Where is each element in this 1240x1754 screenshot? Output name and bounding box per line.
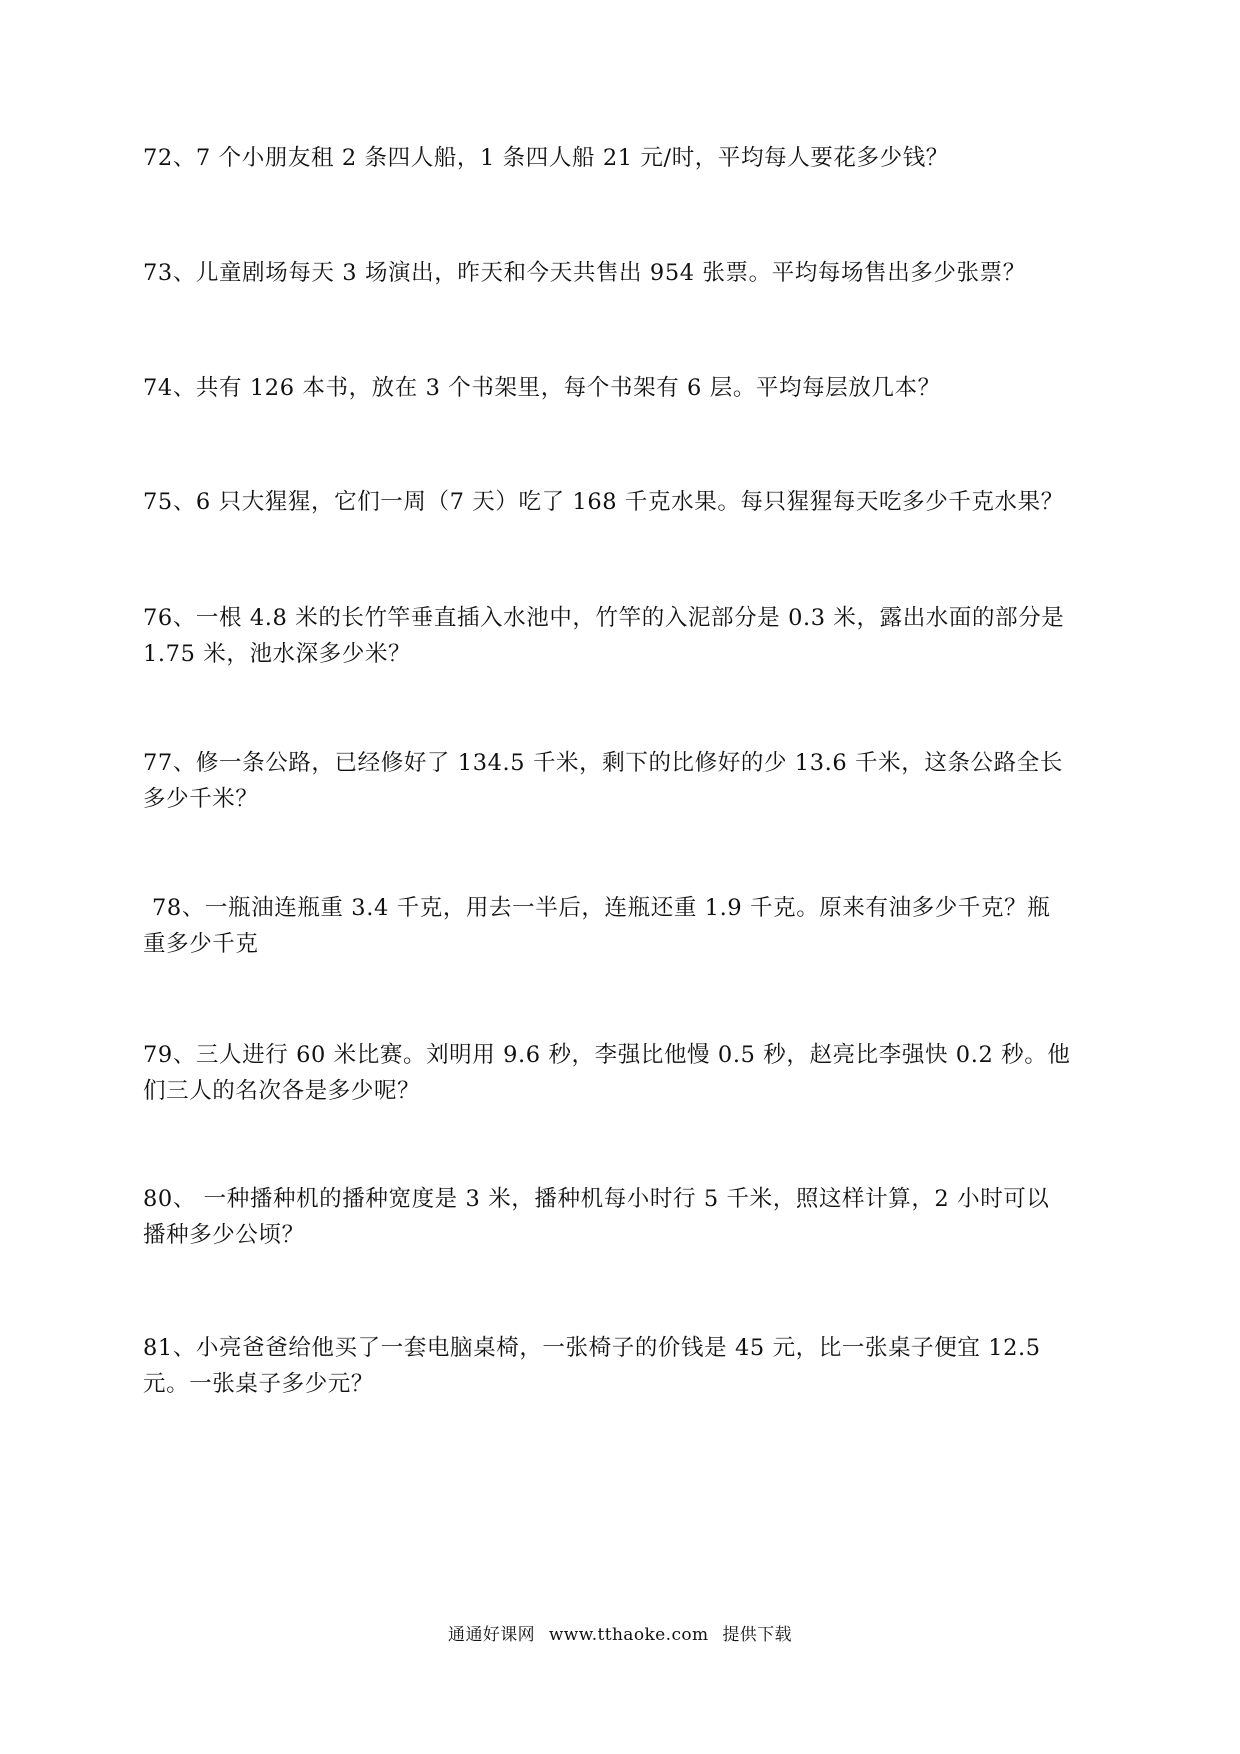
question-76 — [143, 600, 1103, 672]
question-line: 73、儿童剧场每天 3 场演出，昨天和今天共售出 954 张票。平均每场售出多少张票？ — [143, 260, 1026, 286]
question-line: 72、7 个小朋友租 2 条四人船，1 条四人船 21 元/时，平均每人要花多少钱？ — [143, 145, 949, 171]
question-line: 76、一根 4.8 米的长竹竿垂直插入水池中，竹竿的入泥部分是 0.3 米，露出水面的部分是 — [143, 605, 1065, 631]
page-footer — [0, 1620, 1240, 1645]
question-80 — [143, 1181, 1103, 1253]
question-line: 81、小亮爸爸给他买了一套电脑桌椅，一张椅子的价钱是 45 元，比一张桌子便宜 12.5 — [143, 1335, 1041, 1361]
question-74 — [143, 370, 1103, 406]
question-line: 75、6 只大猩猩，它们一周（7 天）吃了 168 千克水果。每只猩猩每天吃多少千克水果？ — [143, 489, 1064, 515]
question-line: 播种多少公顷？ — [143, 1222, 305, 1248]
question-line: 74、共有 126 本书，放在 3 个书架里，每个书架有 6 层。平均每层放几本？ — [143, 375, 941, 401]
footer-suffix: 提供下载 — [722, 1625, 792, 1645]
question-81 — [143, 1330, 1103, 1402]
question-line: 78、一瓶油连瓶重 3.4 千克，用去一半后，连瓶还重 1.9 千克。原来有油多少千克？瓶 — [152, 895, 1051, 921]
question-line: 元。一张桌子多少元？ — [143, 1371, 375, 1397]
footer-url[interactable]: www.tthaoke.com — [548, 1625, 709, 1645]
question-line: 80、 一种播种机的播种宽度是 3 米，播种机每小时行 5 千米，照这样计算，2 小时可以 — [143, 1186, 1050, 1212]
question-line: 多少千米？ — [143, 786, 259, 812]
footer-site-name: 通通好课网 — [448, 1625, 536, 1645]
question-72 — [143, 140, 1103, 176]
question-77 — [143, 745, 1103, 817]
question-73 — [143, 255, 1103, 291]
question-line: 1.75 米，池水深多少米？ — [143, 641, 412, 667]
question-line: 79、三人进行 60 米比赛。刘明用 9.6 秒，李强比他慢 0.5 秒，赵亮比李强快 0.2 秒。他 — [143, 1042, 1071, 1068]
question-79 — [143, 1037, 1103, 1109]
question-line: 77、修一条公路，已经修好了 134.5 千米，剩下的比修好的少 13.6 千米，这条公路全长 — [143, 750, 1063, 776]
question-78 — [143, 890, 1112, 962]
question-line: 们三人的名次各是多少呢？ — [143, 1078, 421, 1104]
question-line: 重多少千克 — [143, 931, 259, 957]
question-75 — [143, 484, 1103, 520]
